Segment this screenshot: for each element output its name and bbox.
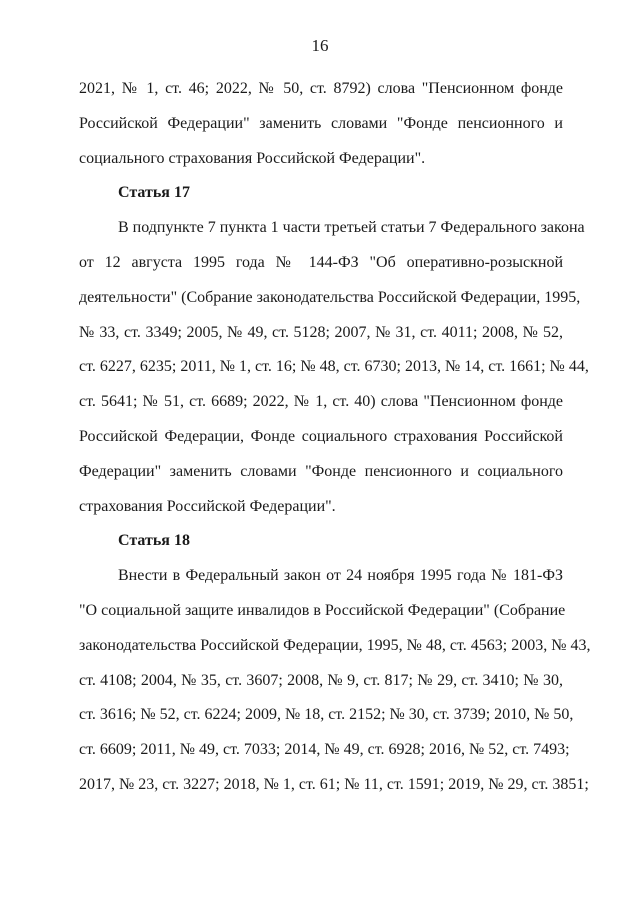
article-17-paragraph (79, 211, 589, 524)
text-line: Федерации" заменить словами "Фонде пенсионного и социального (79, 462, 563, 480)
text-line: ст. 4108; 2004, № 35, ст. 3607; 2008, № 9, ст. 817; № 29, ст. 3410; № 30, (79, 671, 563, 689)
text-line: социального страхования Российской Федерации". (79, 149, 426, 167)
text-line: ст. 3616; № 52, ст. 6224; 2009, № 18, ст. 2152; № 30, ст. 3739; 2010, № 50, (79, 706, 574, 724)
article-18-paragraph (79, 559, 591, 803)
text-line: Российской Федерации" заменить словами "Фонде пенсионного и (79, 114, 563, 132)
text-line: законодательства Российской Федерации, 1995, № 48, ст. 4563; 2003, № 43, (79, 636, 591, 654)
text-line: ст. 6227, 6235; 2011, № 1, ст. 16; № 48, ст. 6730; 2013, № 14, ст. 1661; № 44, (79, 358, 589, 376)
text-line: В подпункте 7 пункта 1 части третьей статьи 7 Федерального закона (118, 219, 585, 237)
text-line: страхования Российской Федерации". (79, 497, 336, 515)
page-number: 16 (311, 36, 329, 55)
text-line: ст. 6609; 2011, № 49, ст. 7033; 2014, № 49, ст. 6928; 2016, № 52, ст. 7493; (79, 741, 570, 759)
article-17-heading: Статья 17 (118, 184, 190, 202)
text-line: 2021, № 1, ст. 46; 2022, № 50, ст. 8792) слова "Пенсионном фонде (79, 80, 563, 97)
text-line: Внести в Федеральный закон от 24 ноября 1995 года № 181-ФЗ (118, 567, 563, 585)
text-line: от 12 августа 1995 года № 144-ФЗ "Об оперативно-розыскной (79, 253, 563, 271)
intro-paragraph (79, 72, 563, 176)
text-line: "О социальной защите инвалидов в Российской Федерации" (Собрание (79, 601, 566, 619)
text-line: 2017, № 23, ст. 3227; 2018, № 1, ст. 61; № 11, ст. 1591; 2019, № 29, ст. 3851; (79, 775, 589, 793)
text-line: ст. 5641; № 51, ст. 6689; 2022, № 1, ст. 40) слова "Пенсионном фонде (79, 393, 563, 411)
article-18-heading: Статья 18 (118, 532, 190, 550)
document-body (79, 72, 591, 803)
text-line: деятельности" (Собрание законодательства Российской Федерации, 1995, (79, 288, 581, 306)
text-line: Российской Федерации, Фонде социального страхования Российской (79, 427, 563, 445)
text-line: № 33, ст. 3349; 2005, № 49, ст. 5128; 2007, № 31, ст. 4011; 2008, № 52, (79, 323, 563, 341)
